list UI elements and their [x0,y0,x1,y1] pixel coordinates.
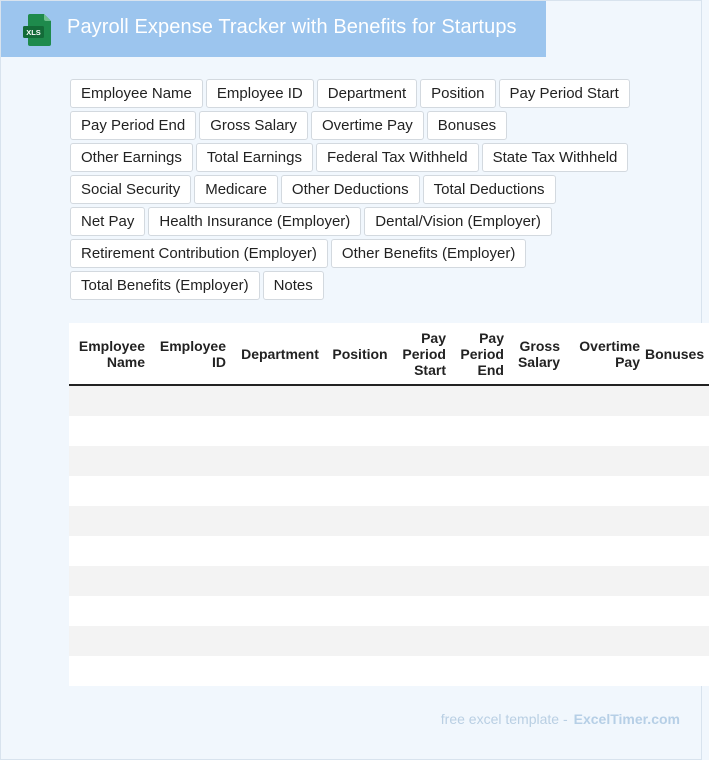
table-cell[interactable] [391,596,451,626]
table-cell[interactable] [231,416,329,446]
table-cell[interactable] [150,596,231,626]
table-cell[interactable] [645,536,709,566]
table-cell[interactable] [391,416,451,446]
table-cell[interactable] [150,626,231,656]
table-cell[interactable] [645,596,709,626]
table-cell[interactable] [391,536,451,566]
table-cell[interactable] [150,566,231,596]
field-chip[interactable]: Federal Tax Withheld [316,143,479,172]
table-cell[interactable] [329,385,391,416]
table-cell[interactable] [69,506,150,536]
table-cell[interactable] [150,385,231,416]
table-cell[interactable] [69,416,150,446]
table-cell[interactable] [509,385,565,416]
table-cell[interactable] [150,536,231,566]
column-header: Overtime Pay [565,323,645,385]
table-cell[interactable] [509,656,565,686]
table-cell[interactable] [391,656,451,686]
table-cell[interactable] [565,596,645,626]
table-row [69,506,709,536]
field-chip[interactable]: Health Insurance (Employer) [148,207,361,236]
table-cell[interactable] [645,446,709,476]
table-cell[interactable] [565,476,645,506]
field-chip[interactable]: State Tax Withheld [482,143,629,172]
column-header: Position [329,323,391,385]
table-cell[interactable] [509,446,565,476]
field-chip[interactable]: Total Deductions [423,175,556,204]
field-chip[interactable]: Employee Name [70,79,203,108]
table-cell[interactable] [565,536,645,566]
table-cell[interactable] [451,536,509,566]
xls-file-icon [23,14,51,46]
table-cell[interactable] [231,536,329,566]
column-header: Gross Salary [509,323,565,385]
field-chip[interactable]: Pay Period End [70,111,196,140]
table-cell[interactable] [509,476,565,506]
table-cell[interactable] [231,385,329,416]
table-cell[interactable] [645,416,709,446]
column-header: Department [231,323,329,385]
column-header: Pay Period Start [391,323,451,385]
field-chip[interactable]: Overtime Pay [311,111,424,140]
table-header-row [69,323,709,385]
field-chip[interactable]: Other Earnings [70,143,193,172]
table-cell[interactable] [391,385,451,416]
table-cell[interactable] [329,446,391,476]
table-cell[interactable] [231,626,329,656]
table-cell[interactable] [565,626,645,656]
table-cell[interactable] [329,416,391,446]
field-chip[interactable]: Notes [263,271,324,300]
field-chip[interactable]: Total Benefits (Employer) [70,271,260,300]
table-cell[interactable] [565,416,645,446]
table-cell[interactable] [645,506,709,536]
table-cell[interactable] [451,416,509,446]
footer-credit [441,711,680,727]
field-chip[interactable]: Retirement Contribution (Employer) [70,239,328,268]
table-cell[interactable] [69,476,150,506]
table-cell[interactable] [509,416,565,446]
table-cell[interactable] [69,385,150,416]
field-chip[interactable]: Bonuses [427,111,507,140]
table-cell[interactable] [451,596,509,626]
table-cell[interactable] [69,656,150,686]
table-row [69,476,709,506]
table-cell[interactable] [451,476,509,506]
table-row [69,416,709,446]
table-cell[interactable] [150,656,231,686]
table-row [69,385,709,416]
table-cell[interactable] [231,656,329,686]
field-chip[interactable]: Other Deductions [281,175,420,204]
table-cell[interactable] [231,476,329,506]
brand-link[interactable]: ExcelTimer.com [573,711,680,727]
table-cell[interactable] [69,566,150,596]
table-cell[interactable] [391,446,451,476]
table-cell[interactable] [565,566,645,596]
footer-text: free excel template - [440,711,568,727]
table-cell[interactable] [391,566,451,596]
column-header: Bonuses [645,323,709,385]
table-cell[interactable] [69,596,150,626]
table-cell[interactable] [509,536,565,566]
table-cell[interactable] [451,446,509,476]
field-chip[interactable]: Gross Salary [199,111,308,140]
table-row [69,656,709,686]
table-cell[interactable] [329,476,391,506]
table-cell[interactable] [150,476,231,506]
table-cell[interactable] [329,656,391,686]
table-cell[interactable] [645,566,709,596]
table-row [69,596,709,626]
table-cell[interactable] [509,626,565,656]
field-chip[interactable]: Other Benefits (Employer) [331,239,526,268]
table-cell[interactable] [645,656,709,686]
field-chip[interactable]: Department [317,79,417,108]
table-cell[interactable] [645,476,709,506]
table-body [69,385,709,686]
field-chip[interactable]: Pay Period Start [499,79,630,108]
field-chip[interactable]: Position [420,79,495,108]
table-cell[interactable] [645,385,709,416]
field-chip[interactable]: Employee ID [206,79,314,108]
table-cell[interactable] [231,446,329,476]
table-cell[interactable] [451,656,509,686]
table-cell[interactable] [329,596,391,626]
table-cell[interactable] [329,566,391,596]
table-cell[interactable] [509,596,565,626]
table-cell[interactable] [565,385,645,416]
table-cell[interactable] [329,626,391,656]
data-table [69,323,709,686]
table-cell[interactable] [150,506,231,536]
table-cell[interactable] [329,506,391,536]
table-row [69,566,709,596]
table-cell[interactable] [509,506,565,536]
table-cell[interactable] [329,536,391,566]
title-banner [1,1,546,57]
column-header: Employee Name [69,323,150,385]
table-cell[interactable] [391,626,451,656]
table-cell[interactable] [451,626,509,656]
field-chip[interactable]: Medicare [194,175,278,204]
table-cell[interactable] [231,506,329,536]
table-cell[interactable] [645,626,709,656]
table-cell[interactable] [150,416,231,446]
field-chip[interactable]: Dental/Vision (Employer) [364,207,552,236]
table-cell[interactable] [451,566,509,596]
field-chip[interactable]: Total Earnings [196,143,313,172]
table-cell[interactable] [565,656,645,686]
table-cell[interactable] [69,446,150,476]
table-cell[interactable] [391,506,451,536]
field-chip[interactable]: Social Security [70,175,191,204]
table-cell[interactable] [451,385,509,416]
field-chip[interactable]: Net Pay [70,207,145,236]
table-cell[interactable] [391,476,451,506]
table-cell[interactable] [69,536,150,566]
table-cell[interactable] [565,506,645,536]
data-table-container [69,323,705,686]
table-cell[interactable] [150,446,231,476]
table-row [69,446,709,476]
table-row [69,626,709,656]
column-header: Pay Period End [451,323,509,385]
field-chip-list [70,79,630,300]
table-cell[interactable] [69,626,150,656]
table-cell[interactable] [231,596,329,626]
table-cell[interactable] [231,566,329,596]
page-title: Payroll Expense Tracker with Benefits for Startups [67,16,517,38]
table-row [69,536,709,566]
table-cell[interactable] [509,566,565,596]
xls-icon-label: XLS [26,28,41,37]
table-cell[interactable] [451,506,509,536]
column-header: Employee ID [150,323,231,385]
table-cell[interactable] [565,446,645,476]
